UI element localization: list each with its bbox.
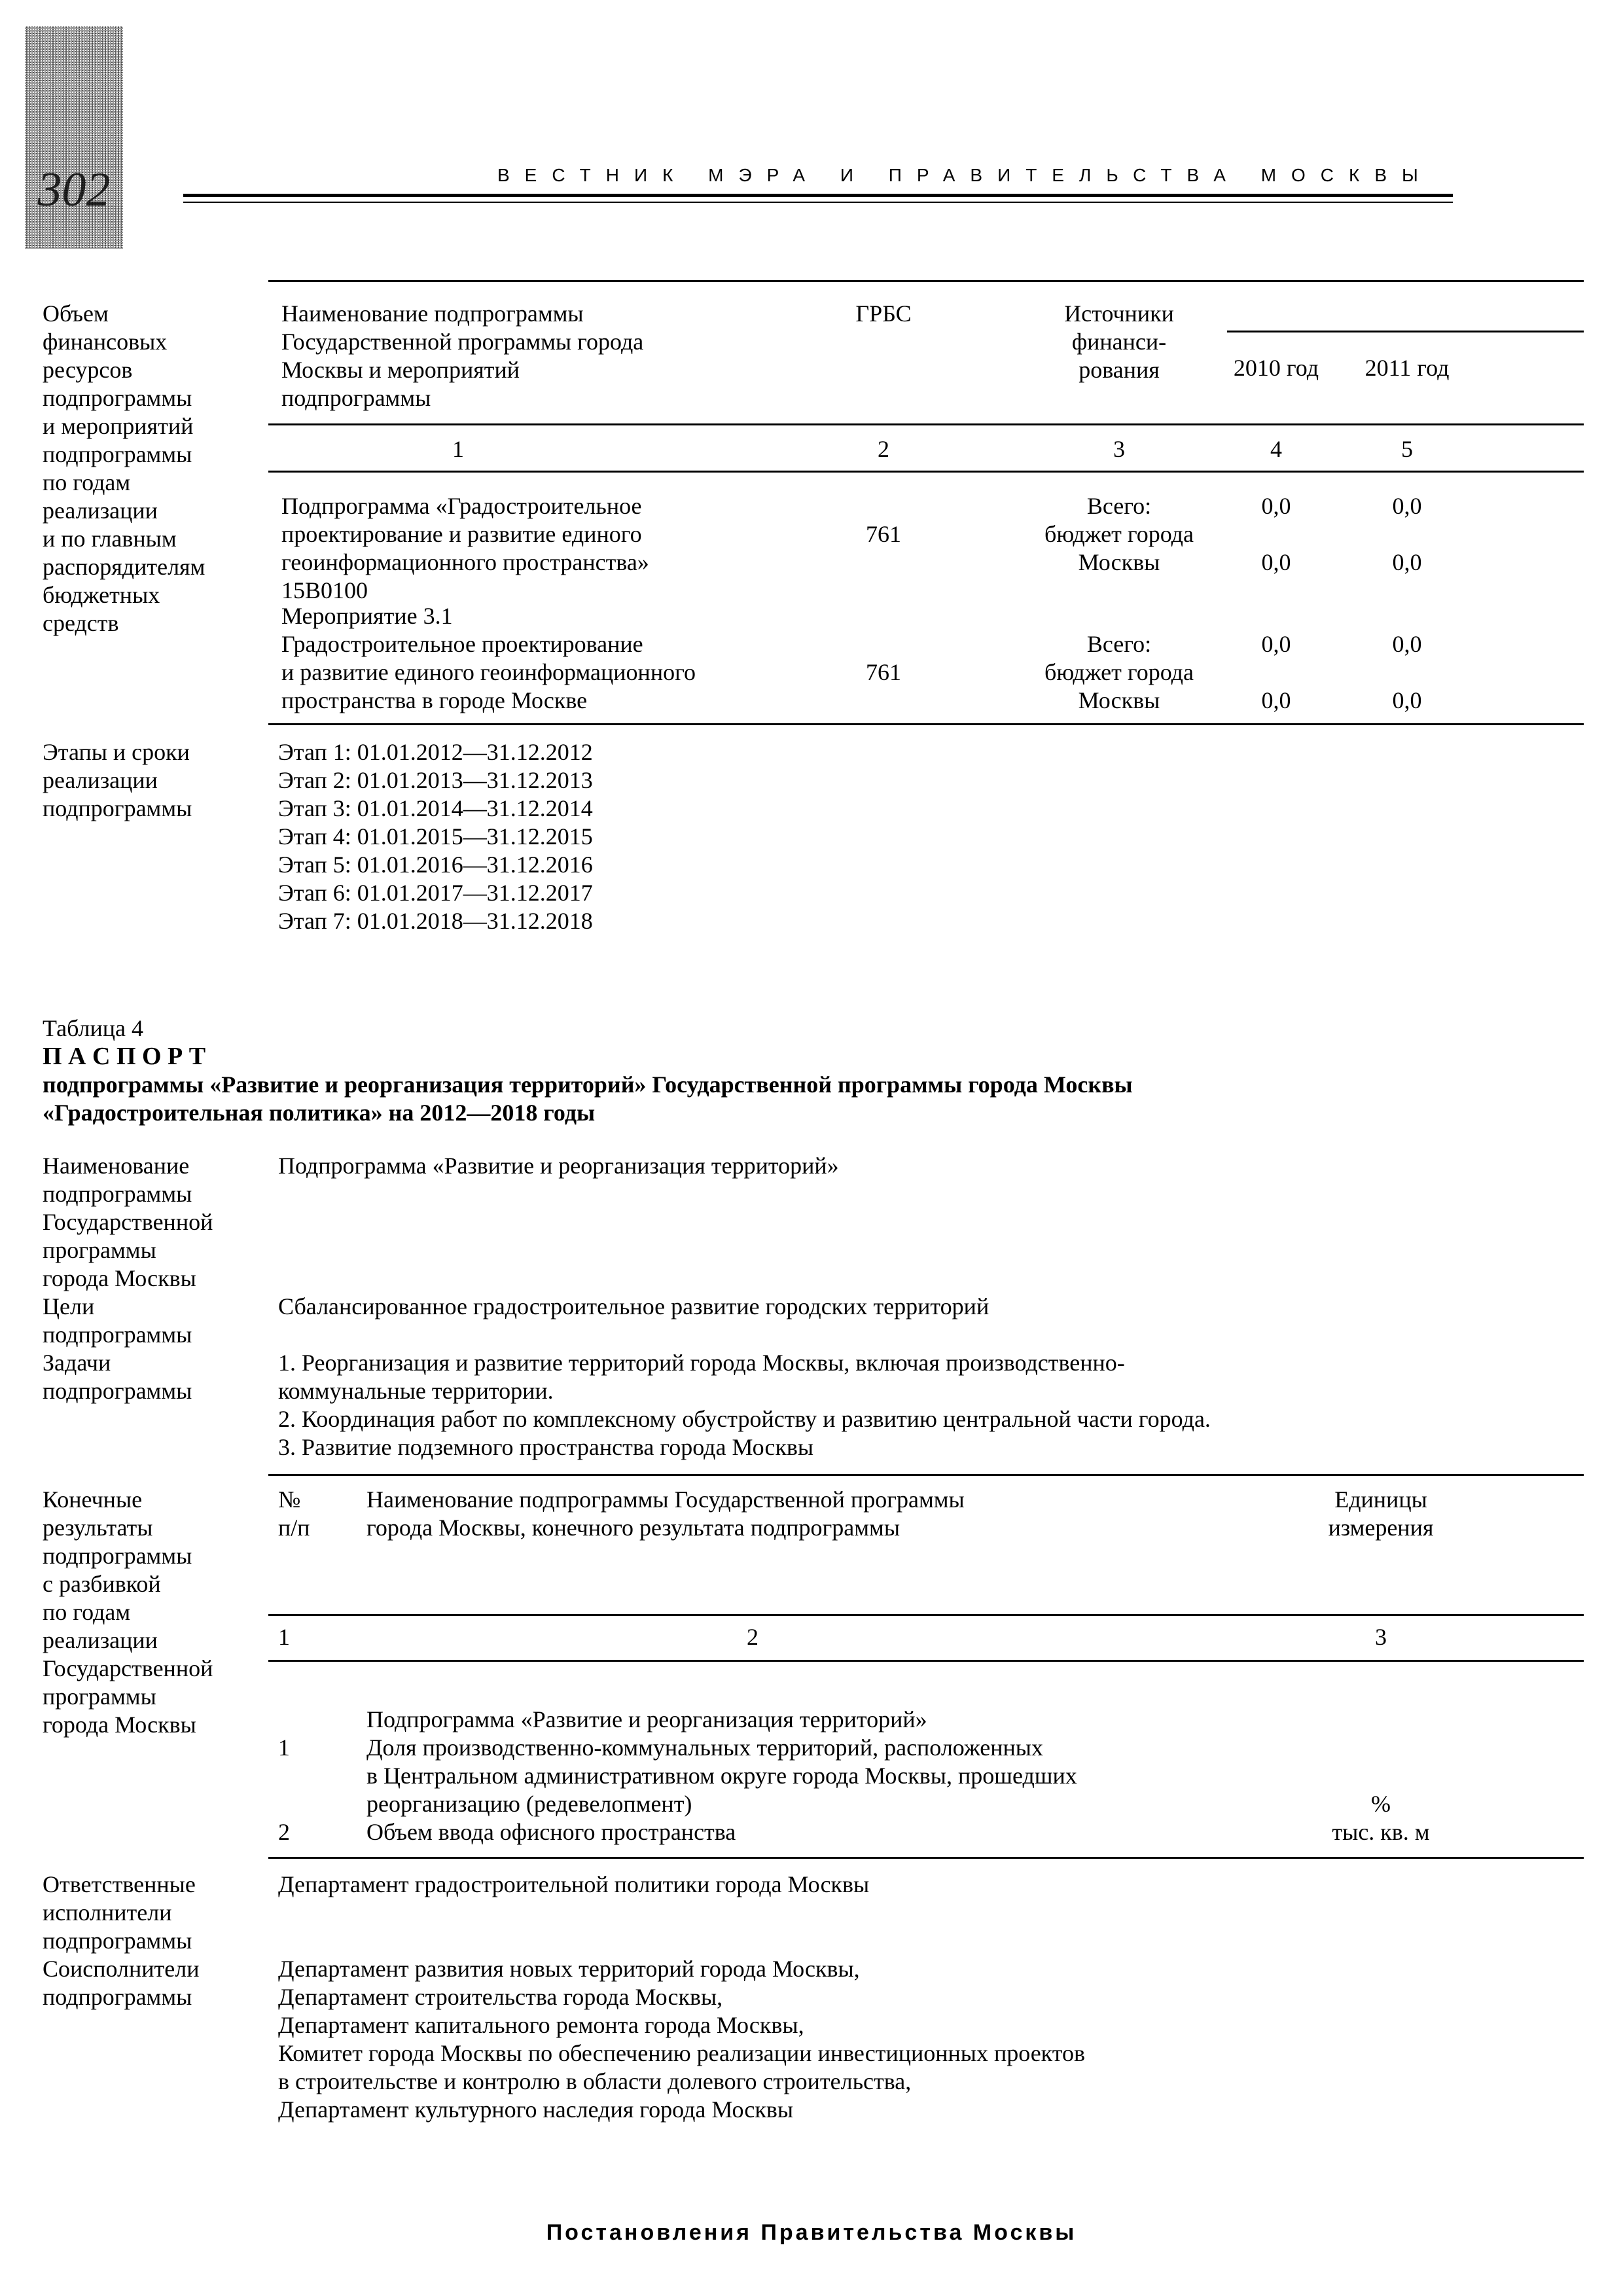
funding-row-1-2011: 0,0 0,0 <box>1392 493 1422 575</box>
results-row-1-unit: % <box>1371 1791 1391 1817</box>
page-number: 302 <box>37 163 111 217</box>
results-row-1-name: Доля производственно-коммунальных территорий, расположенных в Центральном административном округе города Москвы, прошедших реорганизацию (редевелопмент) <box>366 1734 1077 1817</box>
results-row-1-num: 1 <box>278 1734 290 1761</box>
goals-value: Сбалансированное градостроительное развитие городских территорий <box>278 1293 990 1319</box>
stages-label: Этапы и сроки реализации подпрограммы <box>43 739 192 821</box>
header-rule <box>183 194 1453 197</box>
page-number-block <box>25 26 123 249</box>
funding-numbers-rule <box>268 471 1584 473</box>
funding-row-1-2010: 0,0 0,0 <box>1261 493 1291 575</box>
funding-header-rule <box>268 423 1584 425</box>
col-header-2010: 2010 год <box>1233 355 1319 381</box>
tasks-value: 1. Реорганизация и развитие территорий города Москвы, включая производственно- коммунальные территории. 2. Координация работ по комплексному обустройству и развитию центральной части города. 3. Развитие подземного пространства города Москвы <box>278 1350 1211 1460</box>
results-col-name: Наименование подпрограммы Государственной программы города Москвы, конечного результата подпрограммы <box>366 1486 965 1541</box>
results-row-2-num: 2 <box>278 1819 290 1845</box>
col-number-4: 4 <box>1270 436 1282 462</box>
results-col-number-2: 2 <box>747 1624 758 1650</box>
funding-row-2-grbs: 761 <box>866 659 901 685</box>
results-row-2-name: Объем ввода офисного пространства <box>366 1819 736 1845</box>
col-number-2: 2 <box>878 436 889 462</box>
coexecutors-label: Соисполнители подпрограммы <box>43 1956 200 2010</box>
results-table-bottom-rule <box>268 1857 1584 1859</box>
results-numbers-rule <box>268 1660 1584 1662</box>
coexecutors-value: Департамент развития новых территорий города Москвы, Департамент строительства города Москвы, Департамент капитального ремонта города Москвы, Комитет города Москвы по обеспечению реализации инвестиционных проектов в строительстве и контролю в области долевого строительства, Департамент культурного наследия города Москвы <box>278 1956 1085 2123</box>
col-header-grbs: ГРБС <box>855 300 912 327</box>
results-col-num: № п/п <box>278 1486 310 1541</box>
funding-row-2-2011: 0,0 0,0 <box>1392 631 1422 713</box>
passport-title: П А С П О Р Т <box>43 1043 206 1070</box>
col-header-name: Наименование подпрограммы Государственной программы города Москвы и мероприятий подпрограммы <box>281 300 644 411</box>
stages-list: Этап 1: 01.01.2012—31.12.2012 Этап 2: 01.01.2013—31.12.2013 Этап 3: 01.01.2014—31.12.2014 Этап 4: 01.01.2015—31.12.2015 Этап 5: 01.01.2016—31.12.2016 Этап 6: 01.01.2017—31.12.2017 Этап 7: 01.01.2018—31.12.2018 <box>278 739 593 934</box>
results-row-2-unit: тыс. кв. м <box>1332 1819 1430 1845</box>
results-col-number-3: 3 <box>1375 1624 1387 1650</box>
years-group-rule <box>1227 331 1584 332</box>
results-col-number-1: 1 <box>278 1624 290 1650</box>
results-header-rule <box>268 1614 1584 1616</box>
funding-row-2-2010: 0,0 0,0 <box>1261 631 1291 713</box>
table-label: Таблица 4 <box>43 1015 143 1041</box>
results-table-top-rule <box>268 1474 1584 1476</box>
funding-table-bottom-rule <box>268 723 1584 725</box>
col-number-3: 3 <box>1113 436 1125 462</box>
col-number-5: 5 <box>1401 436 1413 462</box>
funding-row-2-sources: Всего: бюджет города Москвы <box>1044 631 1194 713</box>
funding-row-1-sources: Всего: бюджет города Москвы <box>1044 493 1194 575</box>
funding-row-1-name: Подпрограмма «Градостроительное проектирование и развитие единого геоинформационного пространства» 15В0100 <box>281 493 649 603</box>
header-rule-thin <box>183 202 1453 203</box>
goals-label: Цели подпрограммы <box>43 1293 192 1348</box>
col-header-2011: 2011 год <box>1364 355 1450 381</box>
funding-table-top-rule <box>268 280 1584 282</box>
executors-label: Ответственные исполнители подпрограммы <box>43 1871 196 1954</box>
col-number-1: 1 <box>452 436 464 462</box>
results-label: Конечные результаты подпрограммы с разбивкой по годам реализации Государственной программы города Москвы <box>43 1486 213 1738</box>
results-col-unit: Единицы измерения <box>1328 1486 1434 1541</box>
subprogram-name-value: Подпрограмма «Развитие и реорганизация территорий» <box>278 1153 839 1179</box>
subprogram-name-label: Наименование подпрограммы Государственной программы города Москвы <box>43 1153 213 1291</box>
col-header-sources: Источники финанси- рования <box>1064 300 1174 383</box>
results-subprogram-row: Подпрограмма «Развитие и реорганизация территорий» <box>366 1706 927 1732</box>
funding-label: Объем финансовых ресурсов подпрограммы и мероприятий подпрограммы по годам реализации и по главным распорядителям бюджетных средств <box>43 300 205 636</box>
tasks-label: Задачи подпрограммы <box>43 1350 192 1404</box>
funding-row-2-name: Мероприятие 3.1 Градостроительное проектирование и развитие единого геоинформационного пространства в городе Москве <box>281 603 696 713</box>
executors-value: Департамент градостроительной политики города Москвы <box>278 1871 870 1897</box>
running-head: ВЕСТНИК МЭРА И ПРАВИТЕЛЬСТВА МОСКВЫ <box>497 165 1433 185</box>
footer-text: Постановления Правительства Москвы <box>546 2220 1077 2245</box>
passport-subtitle: подпрограммы «Развитие и реорганизация территорий» Государственной программы города Москвы «Градостроительная политика» на 2012—2018 годы <box>43 1071 1133 1126</box>
funding-row-1-grbs: 761 <box>866 521 901 547</box>
